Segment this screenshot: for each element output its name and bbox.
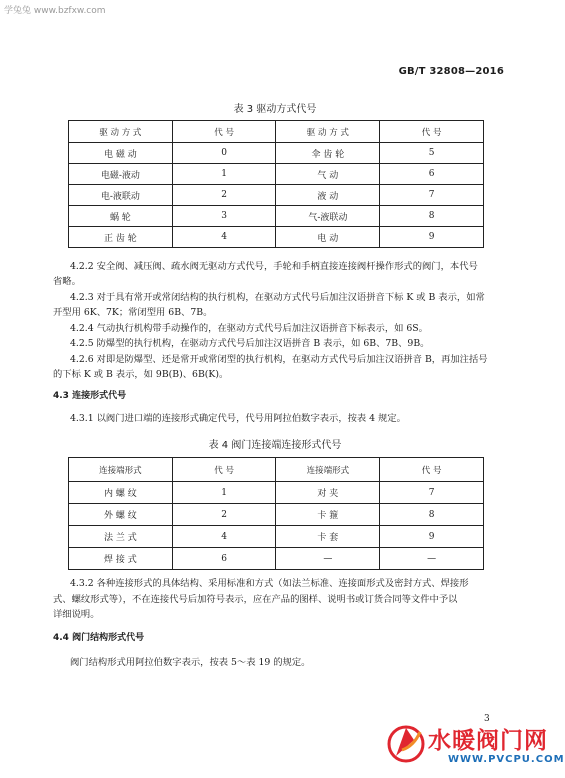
header-cell: 代 号 <box>172 458 276 482</box>
table-cell: — <box>380 548 484 570</box>
site-logo <box>384 716 565 778</box>
table4-caption: 表 4 阀门连接端连接形式代号 <box>208 440 342 451</box>
table-cell: 伞 齿 轮 <box>276 143 380 164</box>
clause-4-2-5: 4.2.5 防爆型的执行机构，在驱动方式代号后加注汉语拼音 B 表示，如 6B、7B、9B。 <box>70 338 430 349</box>
section-4-4-heading: 4.4 阀门结构形式代号 <box>53 633 145 643</box>
table-cell: 焊 接 式 <box>69 548 173 570</box>
table-row <box>69 206 484 227</box>
table-row <box>69 143 484 164</box>
table-row <box>69 548 484 570</box>
table-cell: 0 <box>172 143 276 164</box>
watermark: 学兔兔 www.bzfxw.com <box>4 6 106 16</box>
table-cell: 气-液联动 <box>276 206 380 227</box>
table-cell: 蜗 轮 <box>69 206 173 227</box>
clause-4-2-6-line1: 4.2.6 对即是防爆型、还是常开或常闭型的执行机构，在驱动方式代号后加注汉语拼音 B，再加注括号 <box>70 354 488 365</box>
clause-4-2-2-line2: 省略。 <box>53 276 81 287</box>
clause-4-4-text: 阀门结构形式用阿拉伯数字表示，按表 5～表 19 的规定。 <box>70 657 311 668</box>
table-cell: 3 <box>172 206 276 227</box>
table-row <box>69 164 484 185</box>
table-cell: 6 <box>172 548 276 570</box>
table4 <box>68 457 484 570</box>
table-cell: 4 <box>172 526 276 548</box>
table3 <box>68 120 484 248</box>
table-cell: 4 <box>172 227 276 248</box>
table-cell: 9 <box>380 227 484 248</box>
table-row <box>69 227 484 248</box>
table-cell: 1 <box>172 482 276 504</box>
table-row <box>69 526 484 548</box>
table-cell: 内 螺 纹 <box>69 482 173 504</box>
table-cell: 电-液联动 <box>69 185 173 206</box>
logo-url: WWW.PVCPU.COM <box>448 754 565 765</box>
table-cell: 外 螺 纹 <box>69 504 173 526</box>
header-cell: 代 号 <box>172 121 276 143</box>
header-cell: 驱 动 方 式 <box>276 121 380 143</box>
table-row <box>69 504 484 526</box>
clause-4-2-3-line1: 4.2.3 对于具有常开或常闭结构的执行机构，在驱动方式代号后加注汉语拼音下标 K 或 B 表示，如常 <box>70 292 485 303</box>
table-cell: 卡 箍 <box>276 504 380 526</box>
clause-4-3-2-line1: 4.3.2 各种连接形式的具体结构、采用标准和方式（如法兰标准、连接面形式及密封方式、焊接形 <box>70 578 469 589</box>
clause-4-3-1: 4.3.1 以阀门进口端的连接形式确定代号，代号用阿拉伯数字表示，按表 4 规定。 <box>70 413 406 424</box>
table-cell: 电 动 <box>276 227 380 248</box>
clause-4-2-4: 4.2.4 气动执行机构带手动操作的，在驱动方式代号后加注汉语拼音下标表示，如 6S。 <box>70 323 428 334</box>
header-cell: 代 号 <box>380 121 484 143</box>
page-number: 3 <box>484 714 490 724</box>
header-cell: 连接端形式 <box>276 458 380 482</box>
clause-4-2-2-line1: 4.2.2 安全阀、减压阀、疏水阀无驱动方式代号，手轮和手柄直接连接阀杆操作形式的阀门，本代号 <box>70 261 478 272</box>
table-header-row <box>69 121 484 143</box>
table-cell: 2 <box>172 185 276 206</box>
section-4-3-heading: 4.3 连接形式代号 <box>53 391 127 401</box>
table-cell: 7 <box>380 185 484 206</box>
table-cell: 1 <box>172 164 276 185</box>
table-cell: 2 <box>172 504 276 526</box>
table-cell: 正 齿 轮 <box>69 227 173 248</box>
clause-4-2-6-line2: 的下标 K 或 B 表示，如 9B(B)、6B(K)。 <box>53 369 229 380</box>
table-cell: 电 磁 动 <box>69 143 173 164</box>
header-cell: 代 号 <box>380 458 484 482</box>
table-cell: 卡 套 <box>276 526 380 548</box>
table-cell: 法 兰 式 <box>69 526 173 548</box>
table-cell: 5 <box>380 143 484 164</box>
clause-4-3-2-line2: 式、螺纹形式等），不在连接代号后加符号表示，应在产品的图样、说明书或订货合同等文件中予以 <box>53 594 458 605</box>
table-row <box>69 185 484 206</box>
clause-4-2-3-line2: 开型用 6K、7K；常闭型用 6B、7B。 <box>53 307 213 318</box>
header-cell: 连接端形式 <box>69 458 173 482</box>
table-row <box>69 482 484 504</box>
table-cell: 9 <box>380 526 484 548</box>
table-cell: 液 动 <box>276 185 380 206</box>
table-cell: 6 <box>380 164 484 185</box>
logo-name: 水暖阀门网 <box>428 728 548 754</box>
table-cell: 气 动 <box>276 164 380 185</box>
clause-4-3-2-line3: 详细说明。 <box>53 609 100 620</box>
table-cell: 电磁-液动 <box>69 164 173 185</box>
standard-code: GB/T 32808—2016 <box>398 66 504 77</box>
table-cell: — <box>276 548 380 570</box>
table-cell: 8 <box>380 504 484 526</box>
table-cell: 对 夹 <box>276 482 380 504</box>
table-cell: 7 <box>380 482 484 504</box>
table-header-row <box>69 458 484 482</box>
header-cell: 驱 动 方 式 <box>69 121 173 143</box>
pvc-logo-icon <box>384 720 428 764</box>
table-cell: 8 <box>380 206 484 227</box>
table3-caption: 表 3 驱动方式代号 <box>233 104 317 115</box>
